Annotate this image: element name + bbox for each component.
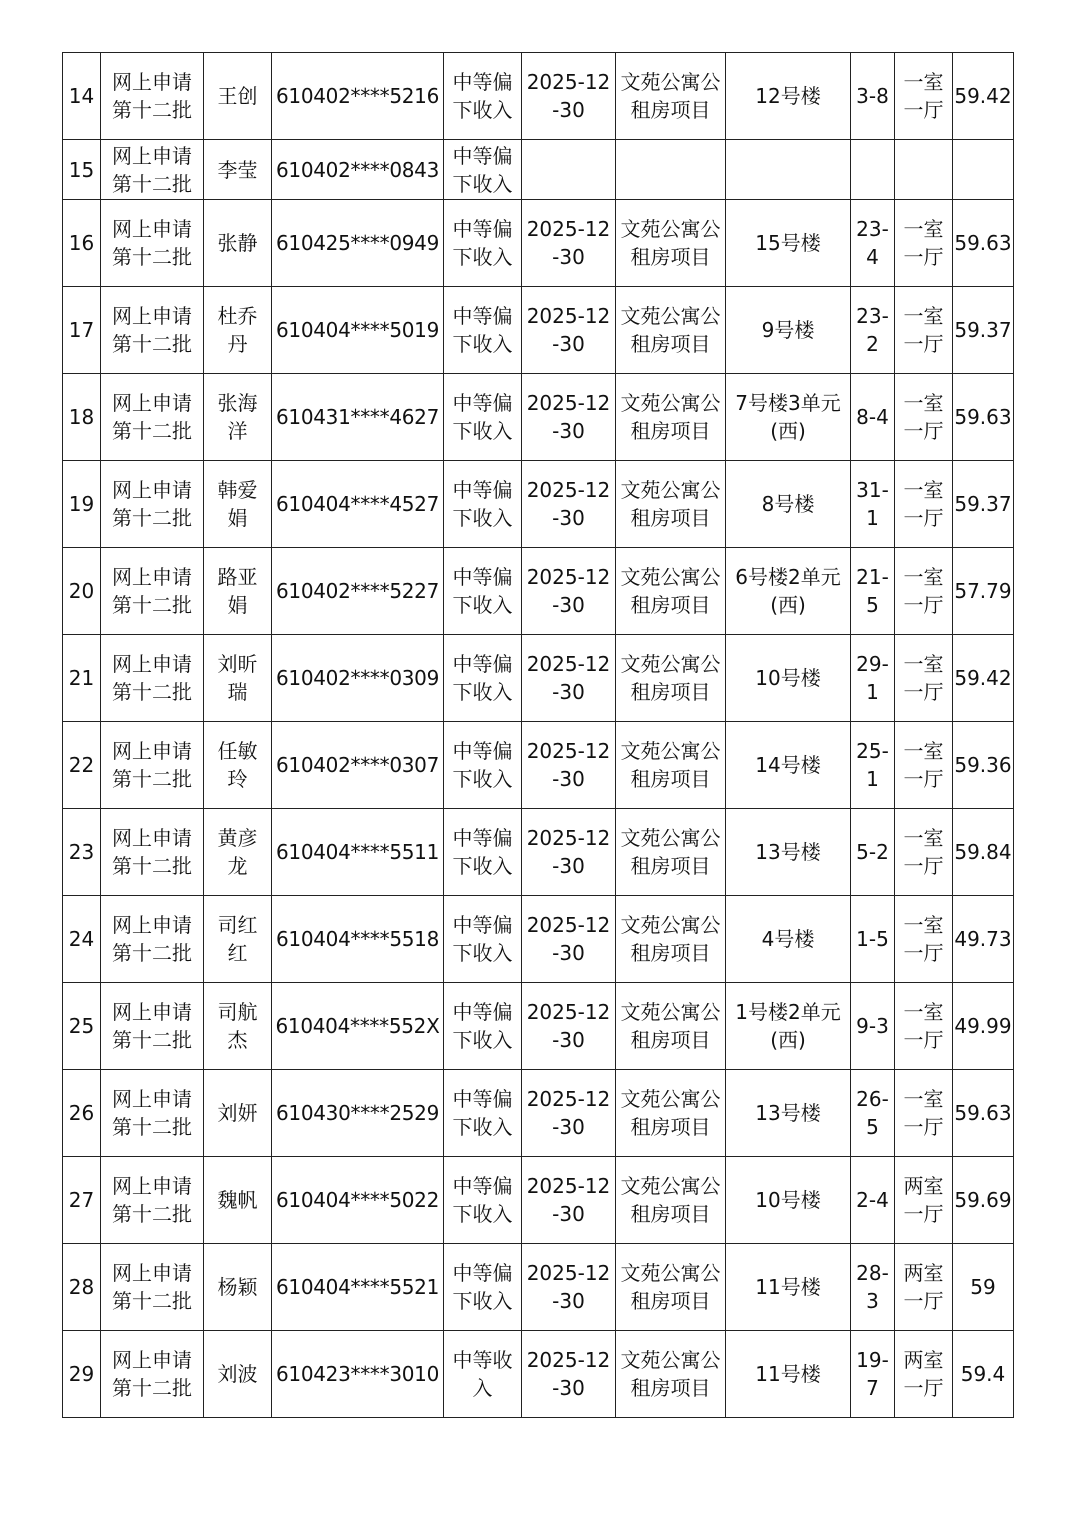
area-cell: 59.63 — [953, 200, 1014, 287]
room-cell: 8-4 — [851, 374, 895, 461]
name-cell: 司航杰 — [204, 983, 272, 1070]
area-cell: 59.63 — [953, 1070, 1014, 1157]
table-row — [63, 1070, 1014, 1157]
income-level-cell: 中等偏下收入 — [444, 140, 522, 200]
building-cell — [726, 140, 851, 200]
project-cell: 文苑公寓公租房项目 — [616, 1244, 726, 1331]
area-cell: 59.84 — [953, 809, 1014, 896]
row-number-cell: 24 — [63, 896, 101, 983]
name-cell: 刘昕瑞 — [204, 635, 272, 722]
building-cell: 8号楼 — [726, 461, 851, 548]
unit-type-cell: 两室一厅 — [895, 1157, 953, 1244]
income-level-cell: 中等偏下收入 — [444, 461, 522, 548]
building-cell: 10号楼 — [726, 1157, 851, 1244]
id-number-cell: 610404****5521 — [272, 1244, 444, 1331]
income-level-cell: 中等偏下收入 — [444, 896, 522, 983]
building-cell: 9号楼 — [726, 287, 851, 374]
batch-cell: 网上申请第十二批 — [101, 53, 204, 140]
batch-cell: 网上申请第十二批 — [101, 1331, 204, 1418]
row-number-cell: 22 — [63, 722, 101, 809]
unit-type-cell: 一室一厅 — [895, 635, 953, 722]
room-cell: 26-5 — [851, 1070, 895, 1157]
table-row — [63, 1244, 1014, 1331]
batch-cell: 网上申请第十二批 — [101, 809, 204, 896]
date-cell: 2025-12-30 — [522, 635, 616, 722]
batch-cell: 网上申请第十二批 — [101, 1244, 204, 1331]
date-cell: 2025-12-30 — [522, 1070, 616, 1157]
name-cell: 杨颖 — [204, 1244, 272, 1331]
building-cell: 4号楼 — [726, 896, 851, 983]
building-cell: 1号楼2单元(西) — [726, 983, 851, 1070]
id-number-cell: 610430****2529 — [272, 1070, 444, 1157]
table-row — [63, 983, 1014, 1070]
unit-type-cell: 一室一厅 — [895, 722, 953, 809]
date-cell — [522, 140, 616, 200]
row-number-cell: 27 — [63, 1157, 101, 1244]
batch-cell: 网上申请第十二批 — [101, 896, 204, 983]
unit-type-cell: 一室一厅 — [895, 896, 953, 983]
income-level-cell: 中等偏下收入 — [444, 200, 522, 287]
room-cell: 28-3 — [851, 1244, 895, 1331]
name-cell: 司红红 — [204, 896, 272, 983]
name-cell: 张海洋 — [204, 374, 272, 461]
name-cell: 刘妍 — [204, 1070, 272, 1157]
room-cell: 19-7 — [851, 1331, 895, 1418]
income-level-cell: 中等偏下收入 — [444, 983, 522, 1070]
date-cell: 2025-12-30 — [522, 548, 616, 635]
area-cell: 59.37 — [953, 287, 1014, 374]
table-row — [63, 1157, 1014, 1244]
room-cell: 31-1 — [851, 461, 895, 548]
building-cell: 11号楼 — [726, 1244, 851, 1331]
row-number-cell: 21 — [63, 635, 101, 722]
room-cell: 25-1 — [851, 722, 895, 809]
id-number-cell: 610404****5518 — [272, 896, 444, 983]
row-number-cell: 28 — [63, 1244, 101, 1331]
table-row — [63, 722, 1014, 809]
project-cell: 文苑公寓公租房项目 — [616, 548, 726, 635]
room-cell: 29-1 — [851, 635, 895, 722]
room-cell — [851, 140, 895, 200]
area-cell: 49.99 — [953, 983, 1014, 1070]
row-number-cell: 20 — [63, 548, 101, 635]
unit-type-cell: 一室一厅 — [895, 287, 953, 374]
building-cell: 12号楼 — [726, 53, 851, 140]
unit-type-cell: 一室一厅 — [895, 461, 953, 548]
project-cell: 文苑公寓公租房项目 — [616, 896, 726, 983]
id-number-cell: 610404****552X — [272, 983, 444, 1070]
id-number-cell: 610402****0307 — [272, 722, 444, 809]
area-cell: 59.36 — [953, 722, 1014, 809]
batch-cell: 网上申请第十二批 — [101, 1070, 204, 1157]
income-level-cell: 中等偏下收入 — [444, 1244, 522, 1331]
area-cell: 59.69 — [953, 1157, 1014, 1244]
table-body — [63, 53, 1014, 1418]
table-row — [63, 1331, 1014, 1418]
project-cell: 文苑公寓公租房项目 — [616, 1157, 726, 1244]
batch-cell: 网上申请第十二批 — [101, 548, 204, 635]
id-number-cell: 610404****4527 — [272, 461, 444, 548]
date-cell: 2025-12-30 — [522, 1244, 616, 1331]
date-cell: 2025-12-30 — [522, 461, 616, 548]
table-row — [63, 635, 1014, 722]
income-level-cell: 中等偏下收入 — [444, 722, 522, 809]
building-cell: 11号楼 — [726, 1331, 851, 1418]
table-row — [63, 809, 1014, 896]
date-cell: 2025-12-30 — [522, 53, 616, 140]
income-level-cell: 中等偏下收入 — [444, 809, 522, 896]
date-cell: 2025-12-30 — [522, 896, 616, 983]
id-number-cell: 610404****5022 — [272, 1157, 444, 1244]
income-level-cell: 中等偏下收入 — [444, 374, 522, 461]
area-cell: 59.63 — [953, 374, 1014, 461]
room-cell: 9-3 — [851, 983, 895, 1070]
area-cell: 59.42 — [953, 635, 1014, 722]
project-cell: 文苑公寓公租房项目 — [616, 1331, 726, 1418]
building-cell: 14号楼 — [726, 722, 851, 809]
batch-cell: 网上申请第十二批 — [101, 722, 204, 809]
area-cell: 57.79 — [953, 548, 1014, 635]
room-cell: 3-8 — [851, 53, 895, 140]
batch-cell: 网上申请第十二批 — [101, 461, 204, 548]
project-cell: 文苑公寓公租房项目 — [616, 983, 726, 1070]
name-cell: 杜乔丹 — [204, 287, 272, 374]
room-cell: 21-5 — [851, 548, 895, 635]
building-cell: 7号楼3单元(西) — [726, 374, 851, 461]
room-cell: 1-5 — [851, 896, 895, 983]
income-level-cell: 中等偏下收入 — [444, 1070, 522, 1157]
project-cell: 文苑公寓公租房项目 — [616, 374, 726, 461]
area-cell: 59.37 — [953, 461, 1014, 548]
project-cell — [616, 140, 726, 200]
row-number-cell: 18 — [63, 374, 101, 461]
row-number-cell: 16 — [63, 200, 101, 287]
id-number-cell: 610402****5227 — [272, 548, 444, 635]
income-level-cell: 中等偏下收入 — [444, 287, 522, 374]
batch-cell: 网上申请第十二批 — [101, 287, 204, 374]
project-cell: 文苑公寓公租房项目 — [616, 722, 726, 809]
id-number-cell: 610425****0949 — [272, 200, 444, 287]
area-cell: 59.42 — [953, 53, 1014, 140]
room-cell: 23-4 — [851, 200, 895, 287]
income-level-cell: 中等收入 — [444, 1331, 522, 1418]
id-number-cell: 610402****5216 — [272, 53, 444, 140]
row-number-cell: 23 — [63, 809, 101, 896]
unit-type-cell: 一室一厅 — [895, 53, 953, 140]
table-row — [63, 200, 1014, 287]
id-number-cell: 610404****5511 — [272, 809, 444, 896]
batch-cell: 网上申请第十二批 — [101, 635, 204, 722]
name-cell: 刘波 — [204, 1331, 272, 1418]
row-number-cell: 25 — [63, 983, 101, 1070]
unit-type-cell: 两室一厅 — [895, 1244, 953, 1331]
id-number-cell: 610402****0843 — [272, 140, 444, 200]
batch-cell: 网上申请第十二批 — [101, 983, 204, 1070]
unit-type-cell: 一室一厅 — [895, 809, 953, 896]
batch-cell: 网上申请第十二批 — [101, 200, 204, 287]
building-cell: 13号楼 — [726, 1070, 851, 1157]
batch-cell: 网上申请第十二批 — [101, 140, 204, 200]
id-number-cell: 610423****3010 — [272, 1331, 444, 1418]
row-number-cell: 26 — [63, 1070, 101, 1157]
table-row — [63, 140, 1014, 200]
unit-type-cell: 两室一厅 — [895, 1331, 953, 1418]
batch-cell: 网上申请第十二批 — [101, 1157, 204, 1244]
row-number-cell: 15 — [63, 140, 101, 200]
income-level-cell: 中等偏下收入 — [444, 635, 522, 722]
unit-type-cell — [895, 140, 953, 200]
allocation-table — [62, 52, 1014, 1418]
project-cell: 文苑公寓公租房项目 — [616, 635, 726, 722]
name-cell: 路亚娟 — [204, 548, 272, 635]
name-cell: 李莹 — [204, 140, 272, 200]
room-cell: 2-4 — [851, 1157, 895, 1244]
income-level-cell: 中等偏下收入 — [444, 53, 522, 140]
id-number-cell: 610431****4627 — [272, 374, 444, 461]
table-row — [63, 374, 1014, 461]
date-cell: 2025-12-30 — [522, 200, 616, 287]
row-number-cell: 19 — [63, 461, 101, 548]
row-number-cell: 29 — [63, 1331, 101, 1418]
table-row — [63, 287, 1014, 374]
building-cell: 13号楼 — [726, 809, 851, 896]
date-cell: 2025-12-30 — [522, 809, 616, 896]
name-cell: 王创 — [204, 53, 272, 140]
date-cell: 2025-12-30 — [522, 1331, 616, 1418]
row-number-cell: 17 — [63, 287, 101, 374]
area-cell: 59.4 — [953, 1331, 1014, 1418]
project-cell: 文苑公寓公租房项目 — [616, 287, 726, 374]
project-cell: 文苑公寓公租房项目 — [616, 809, 726, 896]
building-cell: 10号楼 — [726, 635, 851, 722]
income-level-cell: 中等偏下收入 — [444, 1157, 522, 1244]
table-row — [63, 548, 1014, 635]
table-row — [63, 896, 1014, 983]
date-cell: 2025-12-30 — [522, 722, 616, 809]
name-cell: 魏帆 — [204, 1157, 272, 1244]
project-cell: 文苑公寓公租房项目 — [616, 461, 726, 548]
unit-type-cell: 一室一厅 — [895, 200, 953, 287]
project-cell: 文苑公寓公租房项目 — [616, 200, 726, 287]
building-cell: 6号楼2单元(西) — [726, 548, 851, 635]
date-cell: 2025-12-30 — [522, 1157, 616, 1244]
table-row — [63, 53, 1014, 140]
name-cell: 张静 — [204, 200, 272, 287]
income-level-cell: 中等偏下收入 — [444, 548, 522, 635]
batch-cell: 网上申请第十二批 — [101, 374, 204, 461]
unit-type-cell: 一室一厅 — [895, 1070, 953, 1157]
room-cell: 5-2 — [851, 809, 895, 896]
id-number-cell: 610402****0309 — [272, 635, 444, 722]
name-cell: 任敏玲 — [204, 722, 272, 809]
area-cell: 59 — [953, 1244, 1014, 1331]
row-number-cell: 14 — [63, 53, 101, 140]
area-cell — [953, 140, 1014, 200]
project-cell: 文苑公寓公租房项目 — [616, 1070, 726, 1157]
date-cell: 2025-12-30 — [522, 374, 616, 461]
area-cell: 49.73 — [953, 896, 1014, 983]
table-row — [63, 461, 1014, 548]
date-cell: 2025-12-30 — [522, 287, 616, 374]
id-number-cell: 610404****5019 — [272, 287, 444, 374]
unit-type-cell: 一室一厅 — [895, 548, 953, 635]
building-cell: 15号楼 — [726, 200, 851, 287]
unit-type-cell: 一室一厅 — [895, 374, 953, 461]
name-cell: 韩爱娟 — [204, 461, 272, 548]
room-cell: 23-2 — [851, 287, 895, 374]
unit-type-cell: 一室一厅 — [895, 983, 953, 1070]
date-cell: 2025-12-30 — [522, 983, 616, 1070]
project-cell: 文苑公寓公租房项目 — [616, 53, 726, 140]
name-cell: 黄彦龙 — [204, 809, 272, 896]
